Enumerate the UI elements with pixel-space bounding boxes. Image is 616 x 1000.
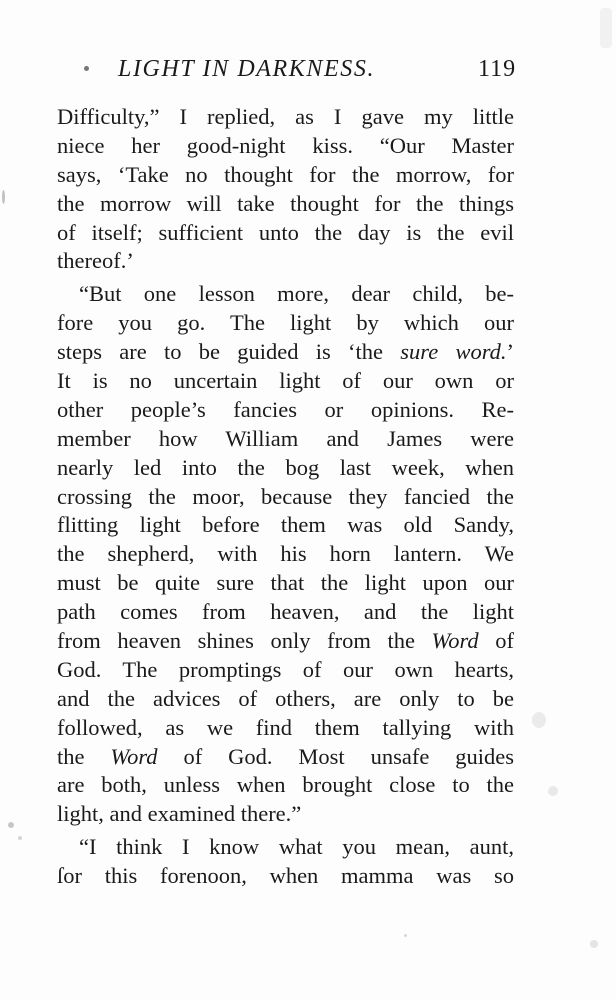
- text-line: niece her good-night kiss. “Our Master: [57, 132, 514, 158]
- text-line: fore you go. The light by which our: [57, 310, 514, 336]
- page-speck: [590, 940, 598, 948]
- text-line: ſor this forenoon, when mamma was so: [57, 863, 514, 889]
- text-line: It is no uncertain light of our own or: [57, 368, 514, 394]
- page-speck: [2, 190, 5, 204]
- text-line: the Word of God. Most unsafe guides: [57, 743, 514, 769]
- text-line: from heaven shines only from the Word of: [57, 628, 515, 654]
- text-line: member how William and James were: [57, 425, 514, 451]
- text-line: nearly led into the bog last week, when: [57, 454, 514, 480]
- text-line: of itself; sufficient unto the day is the evil: [57, 219, 514, 245]
- text-line: flitting light before them was old Sandy,: [57, 512, 514, 538]
- text-line: says, ‘Take no thought for the morrow, for: [57, 161, 514, 187]
- page-speck: [600, 8, 612, 48]
- text-line: the shepherd, with his horn lantern. We: [57, 541, 514, 567]
- text-line: the morrow will take thought for the things: [57, 190, 514, 216]
- running-title: LIGHT IN DARKNESS.: [118, 56, 376, 82]
- body-text: [57, 103, 514, 891]
- text-line: other people’s fancies or opinions. Re-: [57, 396, 514, 422]
- emphasis: sure word.: [400, 339, 507, 365]
- text-line: God. The promptings of our own hearts,: [57, 656, 514, 682]
- text-line: “But one lesson more, dear child, be-: [79, 281, 514, 307]
- text-line: followed, as we find them tallying with: [57, 714, 514, 740]
- ornament-dot: [84, 66, 89, 71]
- page-speck: [548, 786, 558, 796]
- text-line: thereof.’: [57, 248, 134, 274]
- emphasis: Word: [431, 628, 479, 654]
- text-line: Difficulty,” I replied, as I gave my little: [57, 104, 514, 129]
- text-line: steps are to be guided is ‘the sure word.’: [57, 339, 514, 365]
- text-line: and the advices of others, are only to be: [57, 685, 514, 711]
- page-number: 119: [478, 56, 517, 82]
- running-head: [0, 54, 616, 88]
- text-line: crossing the moor, because they fancied the: [57, 483, 514, 509]
- page-speck: [18, 836, 22, 840]
- page-speck: [8, 822, 14, 828]
- text-line: are both, unless when brought close to the: [57, 772, 514, 798]
- text-line: “I think I know what you mean, aunt,: [79, 834, 514, 860]
- text-line: must be quite sure that the light upon our: [57, 570, 514, 596]
- text-line: light, and examined there.”: [57, 801, 302, 827]
- page-speck: [404, 934, 407, 937]
- text-line: path comes from heaven, and the light: [57, 599, 514, 625]
- page-speck: [532, 712, 546, 728]
- emphasis: Word: [110, 743, 158, 769]
